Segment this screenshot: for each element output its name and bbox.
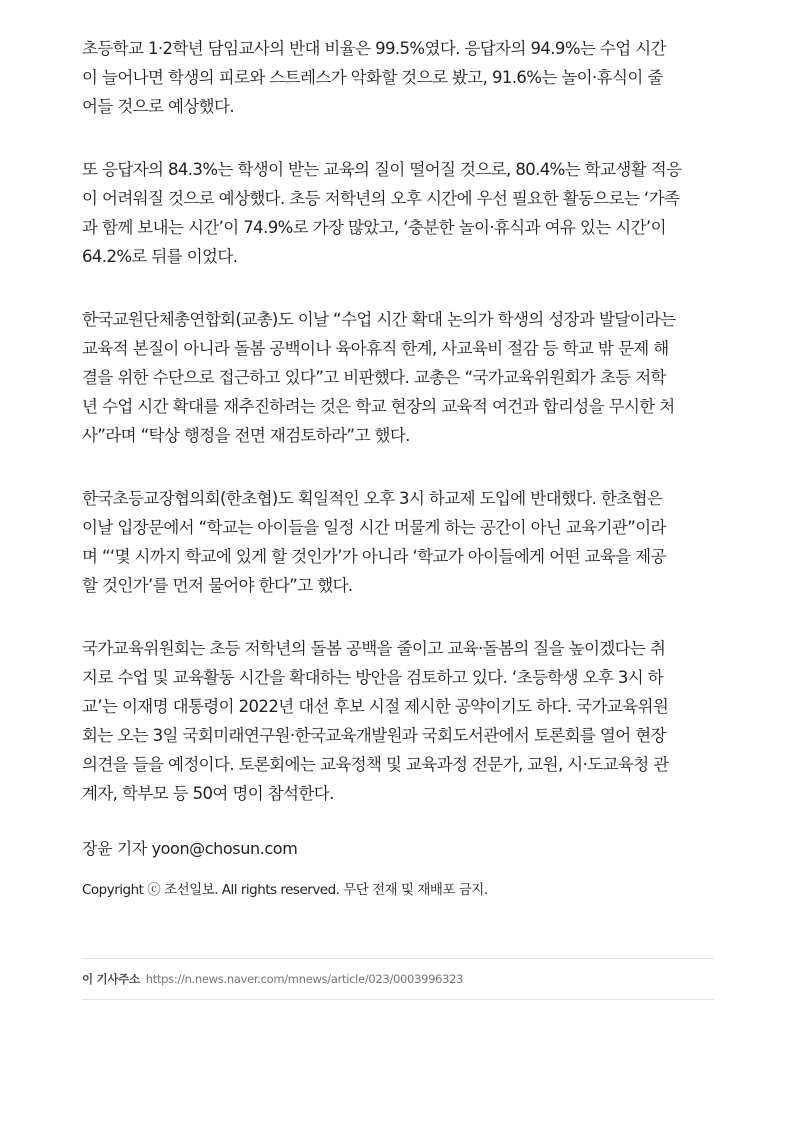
reporter-byline: 장윤 기자 yoon@chosun.com (82, 839, 298, 858)
article-paragraph: 또 응답자의 84.3%는 학생이 받는 교육의 질이 떨어질 것으로, 80.4%는 학교생활 적응 이 어려워질 것으로 예상했다. 초등 저학년의 오후 시간에 우선 필요한 활동으로는 ‘가족 과 함께 보내는 시간’이 74.9%로 가장 많았고, ‘충분한 놀이·휴식과 여유 있는 시간’이 64.2%로 뒤를 이었다. (82, 160, 682, 266)
article-paragraph: 한국초등교장협의회(한초협)도 획일적인 오후 3시 하교제 도입에 반대했다. 한초협은 이날 입장문에서 “학교는 아이들을 일정 시간 머물게 하는 공간이 아닌 교육기관”이라 며 “‘몇 시까지 학교에 있게 할 것인가’가 아니라 ‘학교가 아이들에게 어떤 교육을 제공 할 것인가’를 먼저 물어야 한다”고 했다. (82, 489, 666, 595)
article-body (82, 34, 714, 842)
copyright-notice: Copyright ⓒ 조선일보. All rights reserved. 무단 전재 및 재배포 금지. (82, 882, 488, 898)
article-url-link[interactable]: https://n.news.naver.com/mnews/article/023/0003996323 (145, 972, 464, 986)
article-paragraph: 한국교원단체총연합회(교총)도 이날 “수업 시간 확대 논의가 학생의 성장과 발달이라는 교육적 본질이 아니라 돌봄 공백이나 육아휴직 한계, 사교육비 절감 등 학교 밖 문제 해 결을 위한 수단으로 접근하고 있다”고 비판했다. 교총은 “국가교육위원회가 초등 저학 년 수업 시간 확대를 재추진하려는 것은 학교 현장의 교육적 여건과 합리성을 무시한 처 사”라며 “탁상 행정을 전면 재검토하라”고 했다. (82, 310, 676, 445)
article-url-label: 이 기사주소 (82, 972, 140, 986)
article-url-box (82, 958, 714, 1000)
article-paragraph: 국가교육위원회는 초등 저학년의 돌봄 공백을 줄이고 교육·돌봄의 질을 높이겠다는 취 지로 수업 및 교육활동 시간을 확대하는 방안을 검토하고 있다. ‘초등학생 오후 3시 하 교’는 이재명 대통령이 2022년 대선 후보 시절 제시한 공약이기도 하다. 국가교육위원 회는 오는 3일 국회미래연구원·한국교육개발원과 국회도서관에서 토론회를 열어 현장 의견을 들을 예정이다. 토론회에는 교육정책 및 교육과정 전문가, 교원, 시·도교육청 관 계자, 학부모 등 50여 명이 참석한다. (82, 639, 669, 803)
article-paragraph: 초등학교 1·2학년 담임교사의 반대 비율은 99.5%였다. 응답자의 94.9%는 수업 시간 이 늘어나면 학생의 피로와 스트레스가 악화할 것으로 봤고, 91.6%는 놀이·휴식이 줄 어들 것으로 예상했다. (82, 39, 666, 116)
